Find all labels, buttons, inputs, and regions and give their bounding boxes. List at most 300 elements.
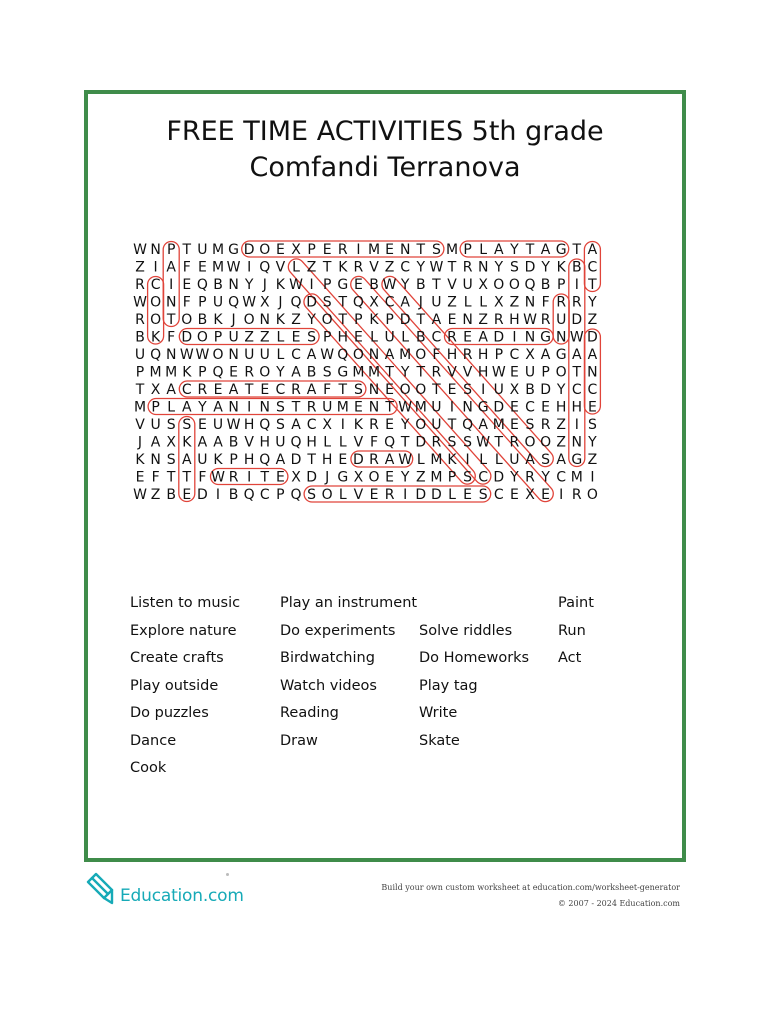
grid-letter: M [430, 469, 443, 486]
grid-letter: R [509, 434, 520, 451]
grid-letter: F [432, 347, 441, 363]
grid-letter: Q [290, 294, 302, 311]
grid-letter: T [447, 417, 457, 433]
title-line-2: Comfandi Terranova [249, 152, 521, 183]
word-bank-item: Solve riddles [419, 622, 513, 639]
grid-letter: W [211, 469, 225, 486]
grid-letter: N [477, 259, 489, 276]
grid-letter: Q [259, 417, 271, 433]
grid-letter: W [398, 452, 413, 468]
grid-letter: U [384, 329, 395, 346]
grid-letter: G [228, 242, 240, 258]
grid-letter: I [340, 417, 345, 433]
grid-letter: U [275, 434, 286, 451]
grid-letter: U [197, 242, 208, 258]
grid-letter: E [509, 399, 519, 416]
grid-letter: X [525, 487, 535, 503]
grid-letter: G [555, 242, 567, 258]
grid-letter: W [195, 347, 210, 363]
grid-letter: D [493, 469, 505, 486]
grid-letter: K [151, 329, 161, 346]
grid-letter: U [462, 277, 473, 293]
grid-letter: D [353, 452, 364, 468]
grid-letter: V [462, 364, 473, 381]
grid-letter: S [275, 417, 285, 433]
grid-letter: D [493, 399, 505, 416]
grid-letter: S [275, 399, 285, 416]
grid-letter: M [165, 364, 178, 381]
grid-letter: A [478, 329, 488, 346]
grid-letter: A [587, 242, 598, 258]
grid-letter: Q [196, 277, 208, 293]
word-bank-item: Draw [280, 732, 318, 749]
grid-letter: N [165, 294, 177, 311]
grid-letter: T [166, 469, 176, 486]
grid-letter: R [353, 259, 364, 276]
grid-letter: J [262, 277, 267, 293]
grid-letter: G [477, 399, 489, 416]
grid-letter: O [196, 329, 208, 346]
grid-letter: M [430, 452, 443, 468]
grid-letter: H [306, 434, 317, 451]
grid-letter: I [574, 417, 579, 433]
grid-letter: Q [243, 487, 255, 503]
grid-letter: U [556, 312, 567, 328]
grid-letter: X [478, 277, 488, 293]
grid-letter: A [166, 382, 176, 398]
grid-letter: I [449, 399, 455, 416]
grid-letter: N [524, 329, 536, 346]
grid-letter: S [166, 452, 176, 468]
word-bank-item: Skate [419, 732, 460, 749]
grid-letter: S [463, 382, 473, 398]
grid-letter: M [352, 364, 365, 381]
grid-letter: I [559, 487, 564, 503]
grid-letter: E [385, 469, 395, 486]
grid-letter: F [151, 469, 160, 486]
word-bank-item: Cook [130, 760, 167, 776]
grid-letter: O [415, 347, 427, 363]
grid-letter: Z [587, 312, 598, 328]
grid-letter: O [321, 312, 333, 328]
grid-letter: Q [290, 434, 302, 451]
grid-letter: L [448, 487, 456, 503]
grid-letter: K [182, 434, 192, 451]
grid-letter: T [416, 364, 426, 381]
footer-copyright: © 2007 - 2024 Education.com [557, 899, 680, 908]
grid-letter: A [228, 382, 239, 398]
grid-letter: Y [494, 259, 504, 276]
grid-letter: N [587, 364, 598, 381]
grid-letter: E [135, 469, 145, 486]
grid-letter: L [338, 434, 347, 451]
grid-letter: O [150, 312, 162, 328]
grid-letter: X [525, 347, 535, 363]
grid-letter: T [166, 312, 176, 328]
grid-letter: D [415, 487, 427, 503]
grid-letter: R [540, 312, 551, 328]
grid-letter: R [571, 294, 582, 311]
grid-letter: H [243, 417, 255, 433]
grid-letter: H [337, 329, 349, 346]
grid-letter: L [276, 329, 285, 346]
grid-letter: P [166, 242, 176, 258]
grid-letter: R [197, 382, 208, 398]
grid-letter: S [587, 417, 597, 433]
grid-letter: Z [509, 294, 520, 311]
grid-letter: P [354, 312, 363, 328]
grid-letter: Q [337, 347, 349, 363]
grid-letter: G [555, 347, 567, 363]
grid-letter: S [182, 417, 192, 433]
grid-letter: R [384, 487, 395, 503]
grid-letter: U [322, 399, 333, 416]
grid-letter: A [478, 417, 488, 433]
grid-letter: E [353, 399, 363, 416]
grid-letter: M [399, 347, 412, 363]
grid-letter: M [367, 242, 381, 258]
education-logo[interactable] [82, 870, 252, 910]
grid-letter: S [478, 487, 488, 503]
grid-letter: O [415, 382, 427, 398]
grid-letter: M [414, 399, 427, 416]
grid-letter: A [494, 242, 504, 258]
grid-letter: U [493, 382, 504, 398]
grid-letter: G [337, 364, 349, 381]
grid-letter: P [322, 329, 332, 346]
grid-letter: W [523, 312, 537, 328]
grid-letter: Q [212, 364, 224, 381]
grid-letter: E [463, 329, 473, 346]
grid-letter: I [356, 242, 361, 258]
grid-letter: F [369, 434, 379, 451]
grid-letter: E [369, 487, 379, 503]
grid-letter: J [278, 294, 283, 311]
grid-letter: W [226, 417, 241, 433]
grid-letter: Y [588, 434, 597, 451]
word-bank-item: Listen to music [130, 595, 241, 611]
brand-name: Education.com [120, 886, 244, 906]
grid-letter: F [167, 329, 176, 346]
grid-letter: Z [447, 294, 457, 311]
grid-letter: Q [524, 277, 536, 293]
grid-letter: N [524, 294, 536, 311]
grid-letter: G [337, 277, 349, 293]
word-search-grid [88, 94, 682, 514]
grid-letter: C [493, 487, 504, 503]
grid-letter: L [370, 329, 378, 346]
word-bank-item: Dance [130, 732, 177, 749]
title-line-1: FREE TIME ACTIVITIES 5th grade [166, 116, 604, 147]
grid-letter: T [588, 277, 597, 293]
grid-letter: A [213, 399, 223, 416]
grid-letter: U [524, 364, 536, 381]
grid-letter: C [259, 487, 270, 503]
grid-letter: A [182, 399, 192, 416]
grid-letter: T [338, 382, 348, 398]
grid-letter: T [182, 242, 192, 258]
grid-letter: U [431, 417, 442, 433]
grid-letter: N [259, 399, 271, 416]
grid-letter: R [135, 312, 145, 328]
grid-letter: R [431, 434, 442, 451]
grid-letter: Z [384, 259, 395, 276]
grid-letter: G [540, 329, 552, 346]
grid-letter: S [463, 469, 473, 486]
grid-letter: O [212, 347, 224, 363]
grid-letter: R [540, 417, 551, 433]
grid-letter: O [508, 277, 520, 293]
grid-letter: S [541, 452, 551, 468]
grid-letter: S [166, 417, 176, 433]
grid-letter: A [540, 347, 551, 363]
grid-letter: O [352, 347, 364, 363]
grid-letter: M [445, 242, 459, 258]
grid-letter: Z [150, 487, 161, 503]
grid-letter: E [385, 417, 395, 433]
grid-letter: I [590, 469, 595, 486]
grid-letter: S [307, 487, 317, 503]
pencil-logo-icon [82, 870, 118, 906]
grid-letter: Z [291, 312, 301, 328]
grid-letter: N [150, 242, 161, 258]
grid-letter: W [382, 277, 397, 293]
grid-letter: J [418, 294, 423, 311]
grid-letter: G [571, 452, 583, 468]
grid-letter: R [244, 364, 255, 381]
grid-letter: X [494, 294, 504, 311]
grid-letter: S [322, 294, 332, 311]
grid-letter: E [322, 242, 332, 258]
grid-letter: E [353, 277, 363, 293]
grid-letter: C [306, 417, 317, 433]
grid-letter: R [337, 242, 348, 258]
word-bank-item: Create crafts [130, 650, 224, 666]
grid-letter: U [244, 347, 255, 363]
grid-letter: C [150, 277, 161, 293]
grid-letter: N [150, 452, 161, 468]
grid-letter: P [213, 329, 223, 346]
grid-letter: E [338, 452, 348, 468]
grid-letter: Y [400, 364, 410, 381]
grid-letter: A [166, 259, 176, 276]
grid-letter: Q [259, 452, 271, 468]
grid-letter: R [462, 347, 473, 363]
grid-letter: G [337, 469, 349, 486]
grid-letter: B [415, 329, 426, 346]
grid-letter: E [291, 329, 301, 346]
grid-letter: Z [556, 434, 566, 451]
grid-letter: W [429, 259, 444, 276]
grid-letter: D [290, 452, 302, 468]
grid-letter: Z [478, 312, 488, 328]
grid-letter: K [338, 259, 348, 276]
grid-letter: T [572, 364, 582, 381]
grid-letter: A [384, 347, 395, 363]
grid-letter: R [369, 452, 379, 468]
grid-letter: H [321, 452, 333, 468]
grid-letter: Z [244, 329, 254, 346]
grid-letter: E [197, 417, 207, 433]
grid-letter: Y [588, 294, 597, 311]
grid-letter: L [463, 294, 472, 311]
grid-letter: B [306, 364, 317, 381]
grid-letter: C [478, 469, 489, 486]
grid-letter: D [431, 487, 442, 503]
grid-letter: K [213, 312, 223, 328]
grid-letter: E [182, 277, 192, 293]
grid-letter: T [260, 469, 270, 486]
grid-letter: O [555, 364, 567, 381]
grid-letter: T [385, 399, 394, 416]
grid-letter: A [291, 417, 301, 433]
grid-letter: Z [556, 417, 566, 433]
grid-letter: O [524, 434, 536, 451]
grid-letter: R [228, 469, 239, 486]
grid-letter: R [493, 312, 504, 328]
grid-letter: U [509, 452, 520, 468]
grid-letter: E [275, 469, 285, 486]
grid-letter: E [385, 242, 395, 258]
grid-letter: B [213, 277, 223, 293]
grid-letter: I [574, 277, 579, 293]
grid-letter: T [572, 242, 582, 258]
grid-letter: H [477, 347, 489, 363]
grid-letter: Y [198, 399, 207, 416]
grid-letter: T [182, 469, 192, 486]
grid-letter: P [276, 487, 285, 503]
grid-letter: M [492, 417, 505, 433]
grid-letter: H [243, 452, 255, 468]
grid-letter: B [415, 277, 426, 293]
grid-letter: L [494, 452, 503, 468]
grid-letter: T [416, 312, 426, 328]
grid-letter: E [587, 399, 597, 416]
grid-letter: L [167, 399, 176, 416]
grid-letter: R [135, 277, 145, 293]
grid-letter: W [179, 347, 194, 363]
grid-letter: N [399, 242, 411, 258]
grid-letter: Z [416, 469, 426, 486]
grid-letter: J [137, 434, 143, 451]
grid-letter: S [463, 434, 473, 451]
grid-letter: B [525, 382, 535, 398]
grid-letter: C [587, 259, 598, 276]
grid-letter: L [338, 487, 347, 503]
word-bank-item: Play an instrument [280, 595, 418, 611]
grid-letter: A [275, 452, 286, 468]
word-bank-item: Play outside [130, 677, 219, 694]
grid-letter: T [400, 434, 410, 451]
grid-letter: M [336, 399, 349, 416]
grid-letter: O [540, 434, 552, 451]
grid-letter: A [525, 452, 535, 468]
grid-letter: J [231, 312, 236, 328]
grid-letter: M [211, 242, 225, 258]
grid-letter: B [571, 259, 582, 276]
grid-letter: K [135, 452, 145, 468]
grid-letter: Z [135, 259, 145, 276]
grid-letter: P [135, 364, 145, 381]
grid-letter: U [431, 399, 442, 416]
grid-letter: R [462, 259, 473, 276]
grid-letter: A [431, 312, 442, 328]
grid-letter: D [197, 487, 208, 503]
grid-letter: B [540, 277, 551, 293]
grid-letter: E [509, 487, 519, 503]
grid-letter: U [228, 329, 239, 346]
grid-letter: O [259, 364, 271, 381]
grid-letter: N [165, 347, 177, 363]
grid-letter: V [275, 259, 286, 276]
grid-letter: E [447, 312, 457, 328]
grid-letter: W [569, 329, 584, 346]
grid-letter: A [306, 382, 317, 398]
grid-letter: P [307, 242, 316, 258]
grid-letter: V [369, 259, 379, 276]
grid-letter: X [369, 294, 379, 311]
grid-letter: J [325, 469, 330, 486]
grid-letter: B [166, 487, 177, 503]
grid-letter: A [213, 434, 223, 451]
grid-letter: Y [510, 469, 519, 486]
grid-letter: Y [244, 277, 254, 293]
grid-letter: R [431, 364, 442, 381]
grid-letter: T [338, 294, 348, 311]
grid-letter: P [229, 452, 238, 468]
grid-letter: T [432, 277, 441, 293]
grid-letter: W [289, 277, 303, 293]
word-bank-item: Do puzzles [130, 705, 209, 721]
grid-letter: D [181, 329, 193, 346]
grid-letter: E [229, 364, 239, 381]
footer-generator-link[interactable]: Build your own custom worksheet at education.com/worksheet-generator [381, 883, 680, 892]
grid-letter: N [462, 399, 473, 416]
grid-letter: B [369, 277, 379, 293]
grid-letter: P [556, 277, 566, 293]
grid-letter: Q [290, 487, 302, 503]
grid-letter: T [416, 242, 426, 258]
grid-letter: P [494, 347, 504, 363]
grid-letter: L [292, 259, 300, 276]
grid-letter: P [198, 294, 207, 311]
grid-letter: C [275, 382, 286, 398]
word-bank [130, 594, 650, 794]
grid-letter: I [215, 487, 221, 503]
grid-letter: H [477, 364, 489, 381]
grid-letter: T [244, 382, 254, 398]
grid-letter: D [571, 312, 583, 328]
grid-letter: C [400, 259, 411, 276]
grid-letter: K [353, 417, 363, 433]
word-bank-item: Write [419, 705, 458, 721]
grid-letter: Z [587, 452, 598, 468]
grid-letter: U [259, 347, 270, 363]
grid-letter: H [446, 347, 458, 363]
word-bank-item: Paint [558, 595, 594, 611]
grid-letter: T [385, 364, 394, 381]
grid-letter: W [226, 259, 241, 276]
grid-letter: W [133, 487, 147, 503]
grid-letter: U [150, 417, 161, 433]
grid-letter: A [150, 434, 161, 451]
grid-letter: H [555, 399, 567, 416]
grid-letter: U [134, 347, 146, 363]
grid-letter: W [320, 347, 335, 363]
grid-letter: D [306, 294, 317, 311]
grid-letter: B [135, 329, 145, 346]
grid-letter: T [447, 259, 457, 276]
